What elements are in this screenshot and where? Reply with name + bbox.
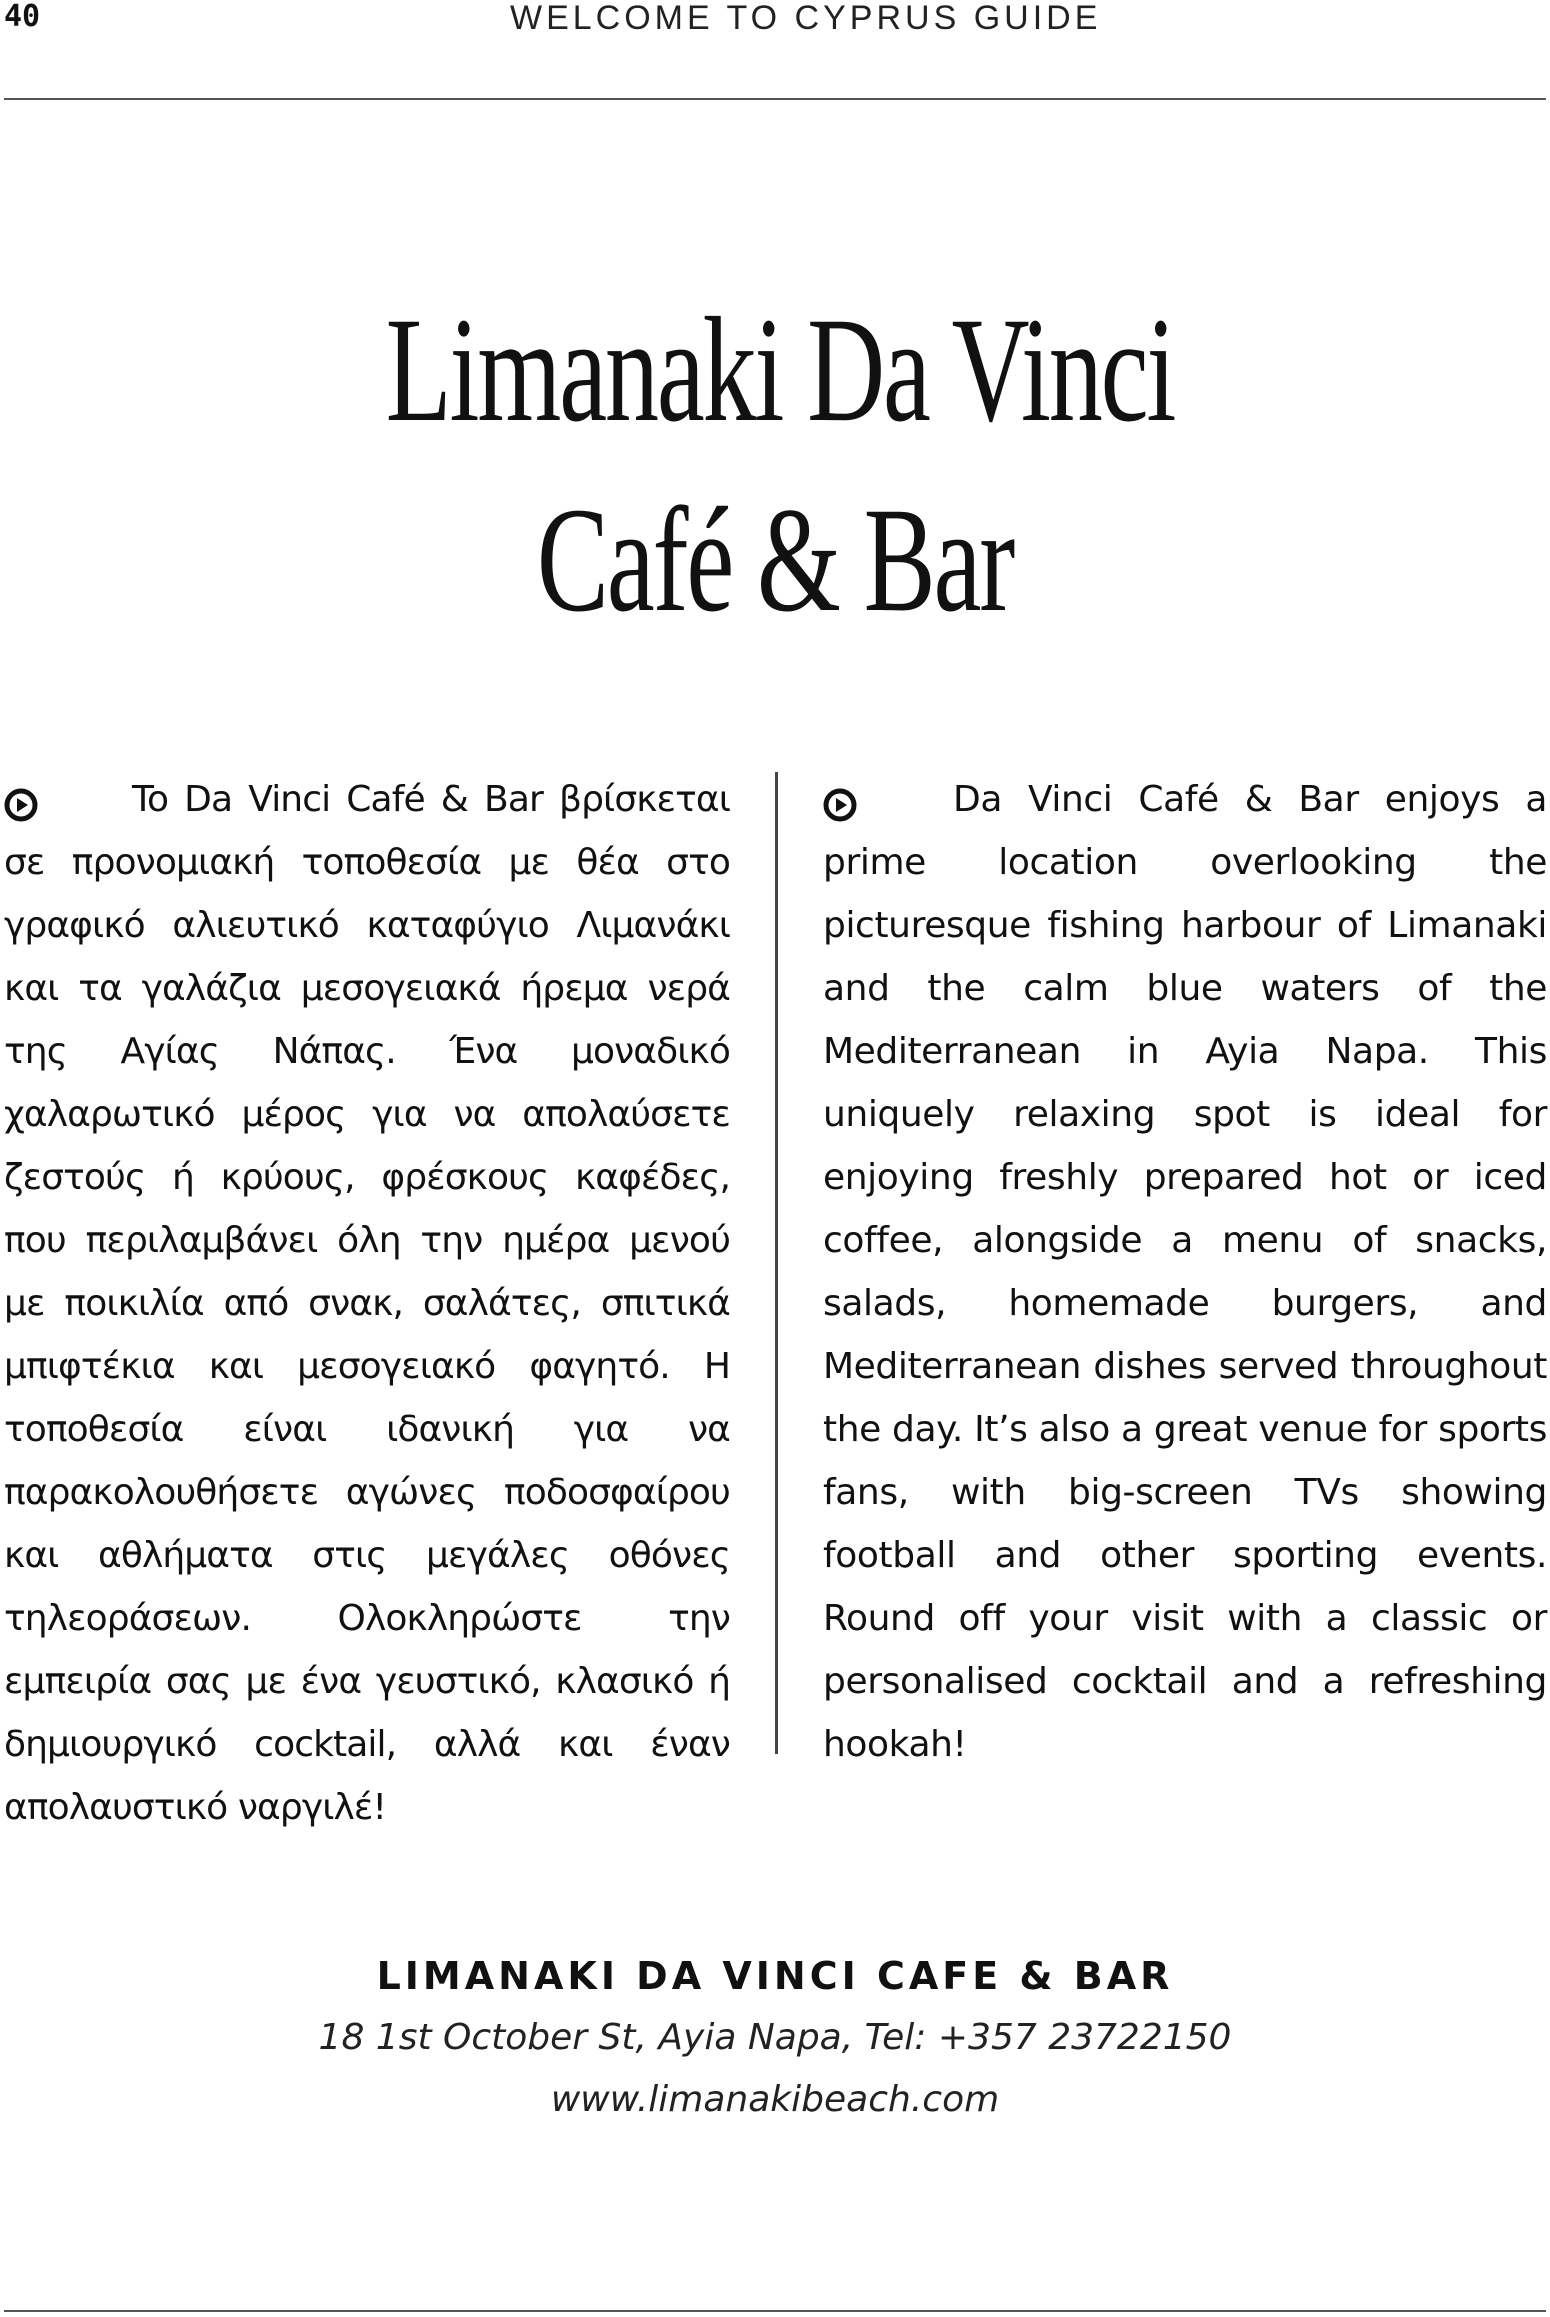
header-rule [4,98,1546,100]
title-line-2: Café & Bar [536,477,1014,643]
english-body-text: Da Vinci Café & Bar enjoys a prime location overlooking the picturesque fishing harbour of Limanaki and the calm blue waters of the Mediterranean in Ayia Napa. This uniquely relaxing spot is ideal for enjoying freshly prepared hot or iced coffee, alongside a menu of snacks, salads, homemade burgers, and Mediterranean dishes served throughout the day. It’s also a great venue for sports fans, with big-screen TVs showing football and other sporting events. Round off your visit with a classic or personalised cocktail and a refreshing hookah! [823,779,1547,1765]
greek-body-text: To Da Vinci Café & Bar βρίσκεται σε προνομιακή τοποθεσία με θέα στο γραφικό αλιευτικό καταφύγιο Λιμανάκι και τα γαλάζια μεσογειακά ήρεμα νερά της Αγίας Νάπας. Ένα μοναδικό χαλαρωτικό μέρος για να απολαύσετε ζεστούς ή κρύους, φρέσκους καφέδες, που περιλαμβάνει όλη την ημέρα μενού με ποικιλία από σνακ, σαλάτες, σπιτικά μπιφτέκια και μεσογειακό φαγητό. Η τοποθεσία είναι ιδανική για να παρακολουθήσετε αγώνες ποδοσφαίρου και αθλήματα στις μεγάλες οθόνες τηλεοράσεων. Ολοκληρώστε την εμπειρία σας με ένα γευστικό, κλασικό ή δημιουργικό cocktail, αλλά και έναν απολαυστικό ναργιλέ! [4,779,730,1828]
venue-address: 18 1st October St, Ayia Napa, Tel: +357 23722150 [318,2017,1232,2058]
page-number: 40 [4,0,41,34]
guide-title: WELCOME TO CYPRUS GUIDE [510,0,1102,37]
column-divider [775,772,778,1754]
contact-block [0,1945,1550,2131]
play-circle-icon [4,788,38,822]
article-title [0,275,1550,655]
running-header [0,0,1550,100]
venue-website[interactable]: www.limanakibeach.com [550,2079,1000,2120]
greek-column [4,768,730,1839]
venue-name: LIMANAKI DA VINCI CAFE & BAR [376,1954,1174,1998]
title-line-1: Limanaki Da Vinci [385,287,1175,453]
english-column [823,768,1547,1776]
footer-rule [4,2310,1546,2312]
play-circle-icon [823,788,857,822]
